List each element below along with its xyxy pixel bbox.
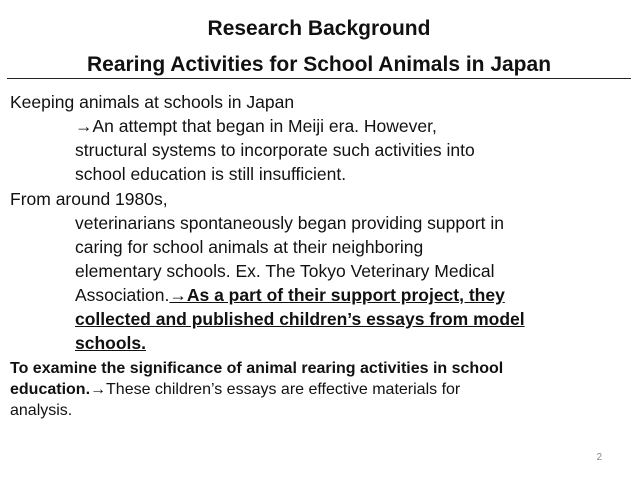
association-text: Association. [75, 285, 170, 305]
detail-line: caring for school animals at their neighboring [75, 237, 424, 257]
conclusion-bold: To examine the significance of animal rearing activities in school [10, 360, 504, 377]
detail-line: elementary schools. Ex. The Tokyo Veterinary Medical [75, 261, 495, 281]
bullet-detail-veterinarians [10, 211, 630, 355]
slide-subtitle: Rearing Activities for School Animals in Japan [86, 53, 552, 76]
conclusion-line [10, 379, 630, 400]
conclusion-paragraph [10, 358, 630, 421]
title-divider [7, 78, 631, 79]
emphasis-text: →As a part of their support project, they [169, 285, 505, 305]
conclusion-plain: analysis. [10, 402, 73, 419]
bullet-detail-meiji [10, 114, 630, 186]
bullet-heading-keeping-animals: Keeping animals at schools in Japan [10, 92, 295, 112]
emphasis-text: schools. [75, 333, 146, 353]
detail-line: structural systems to incorporate such activities into [75, 140, 475, 160]
detail-line: veterinarians spontaneously began providing support in [75, 213, 505, 233]
detail-line [75, 307, 630, 331]
detail-line: →An attempt that began in Meiji era. However, [75, 116, 437, 136]
page-number: 2 [596, 452, 602, 463]
slide-body [10, 90, 630, 421]
slide-title: Research Background [207, 17, 431, 40]
conclusion-bold: education. [10, 381, 91, 398]
conclusion-line [10, 400, 630, 421]
conclusion-line [10, 358, 630, 379]
detail-line: school education is still insufficient. [75, 164, 347, 184]
conclusion-plain: →These children’s essays are effective materials for [90, 381, 461, 398]
bullet-heading-1980s: From around 1980s, [10, 189, 168, 209]
detail-line [75, 283, 630, 307]
detail-line [75, 331, 630, 355]
emphasis-text: collected and published children’s essays from model [75, 309, 525, 329]
